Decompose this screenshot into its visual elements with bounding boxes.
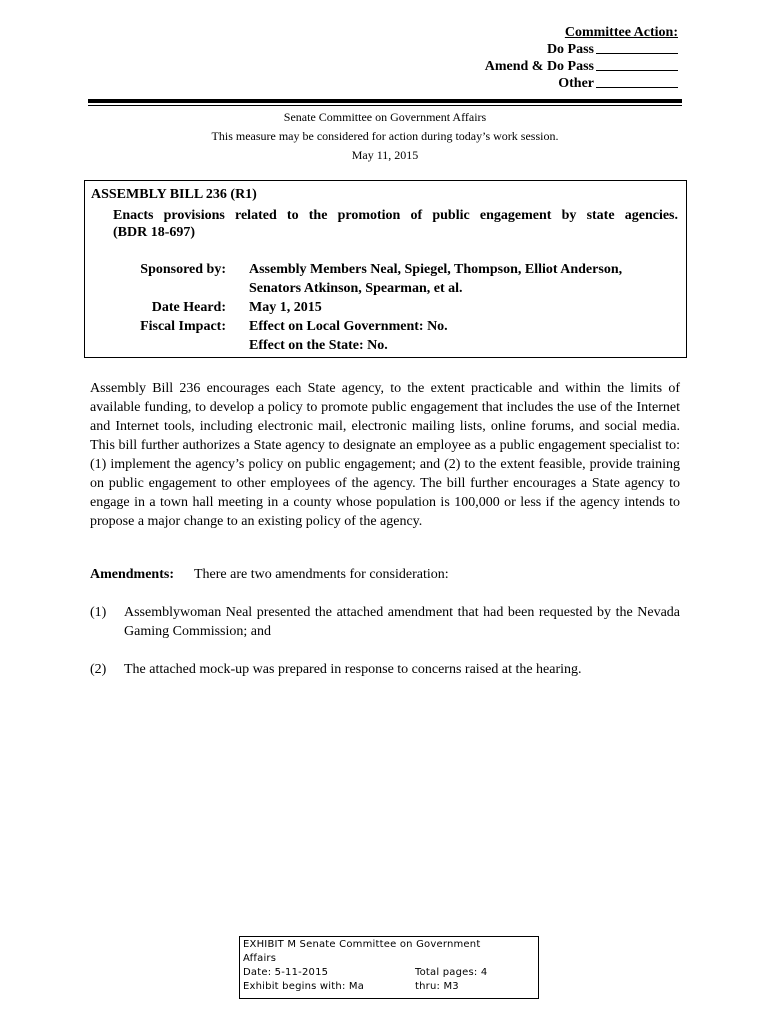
amendments-label: Amendments: <box>90 567 174 582</box>
date-heard-value: May 1, 2015 <box>249 300 322 315</box>
other-line <box>485 75 678 92</box>
work-session-header <box>0 108 770 165</box>
amendment-text: Assemblywoman Neal presented the attached amendment that had been requested by the Nevada Gaming Commission; and <box>124 605 680 639</box>
sponsors-line1: Assembly Members Neal, Spiegel, Thompson, Elliot Anderson, <box>249 262 623 277</box>
committee-action-title: Committee Action: <box>564 25 678 40</box>
exhibit-stamp <box>239 936 539 999</box>
do-pass-label: Do Pass <box>546 42 594 57</box>
bill-bdr: (BDR 18-697) <box>113 225 196 240</box>
amendments-heading <box>90 567 449 583</box>
exhibit-thru: thru: M3 <box>415 981 459 992</box>
amend-do-pass-label: Amend & Do Pass <box>484 59 594 74</box>
bill-summary-box <box>84 180 687 358</box>
do-pass-line <box>485 41 678 58</box>
other-label: Other <box>558 76 594 91</box>
amend-do-pass-blank <box>596 58 678 71</box>
sponsored-label: Sponsored by: <box>140 262 226 277</box>
date-heard-label: Date Heard: <box>151 300 226 315</box>
sponsors-line2: Senators Atkinson, Spearman, et al. <box>249 281 463 296</box>
other-blank <box>596 75 678 88</box>
exhibit-line1: EXHIBIT M Senate Committee on Government <box>243 939 481 950</box>
amend-do-pass-line <box>485 58 678 75</box>
exhibit-total-pages: Total pages: 4 <box>415 967 488 978</box>
exhibit-date: Date: 5-11-2015 <box>243 967 329 978</box>
amendment-item <box>90 660 680 679</box>
header-date: May 11, 2015 <box>351 148 419 162</box>
amendment-text: The attached mock-up was prepared in response to concerns raised at the hearing. <box>124 662 582 677</box>
committee-name: Senate Committee on Government Affairs <box>283 110 487 124</box>
fiscal-impact-label: Fiscal Impact: <box>140 319 226 334</box>
fiscal-local-value: Effect on Local Government: No. <box>249 319 448 334</box>
header-rule-thick <box>88 99 682 103</box>
do-pass-blank <box>596 41 678 54</box>
bill-summary: Enacts provisions related to the promotion of public engagement by state agencies. <box>113 208 678 223</box>
amendment-number: (2) <box>90 662 107 677</box>
amendments-intro: There are two amendments for consideration: <box>194 567 449 582</box>
bill-description: Assembly Bill 236 encourages each State agency, to the extent practicable and within the limits of available funding, to develop a policy to promote public engagement that includes the use of the Internet and Internet tools, including electronic mail, electronic mailing lists, online forums, and social media. This bill further authorizes a State agency to designate an employee as a public engagement specialist to: (1) implement the agency’s policy on public engagement; and (2) to the extent feasible, provide training on public engagement to other employees of the agency. The bill further encourages a State agency to engage in a town hall meeting in a county whose population is 100,000 or less if the agency intends to propose a major change to an existing policy of the agency. <box>90 381 680 529</box>
fiscal-state-value: Effect on the State: No. <box>249 338 388 353</box>
amendment-number: (1) <box>90 605 107 620</box>
header-rule-thin <box>88 105 682 106</box>
amendment-item <box>90 603 680 641</box>
committee-action-block <box>485 24 678 92</box>
bill-title: ASSEMBLY BILL 236 (R1) <box>91 187 257 202</box>
work-session-note: This measure may be considered for action during today’s work session. <box>211 129 559 143</box>
exhibit-begins-with: Exhibit begins with: Ma <box>243 981 365 992</box>
exhibit-line2: Affairs <box>243 953 277 964</box>
